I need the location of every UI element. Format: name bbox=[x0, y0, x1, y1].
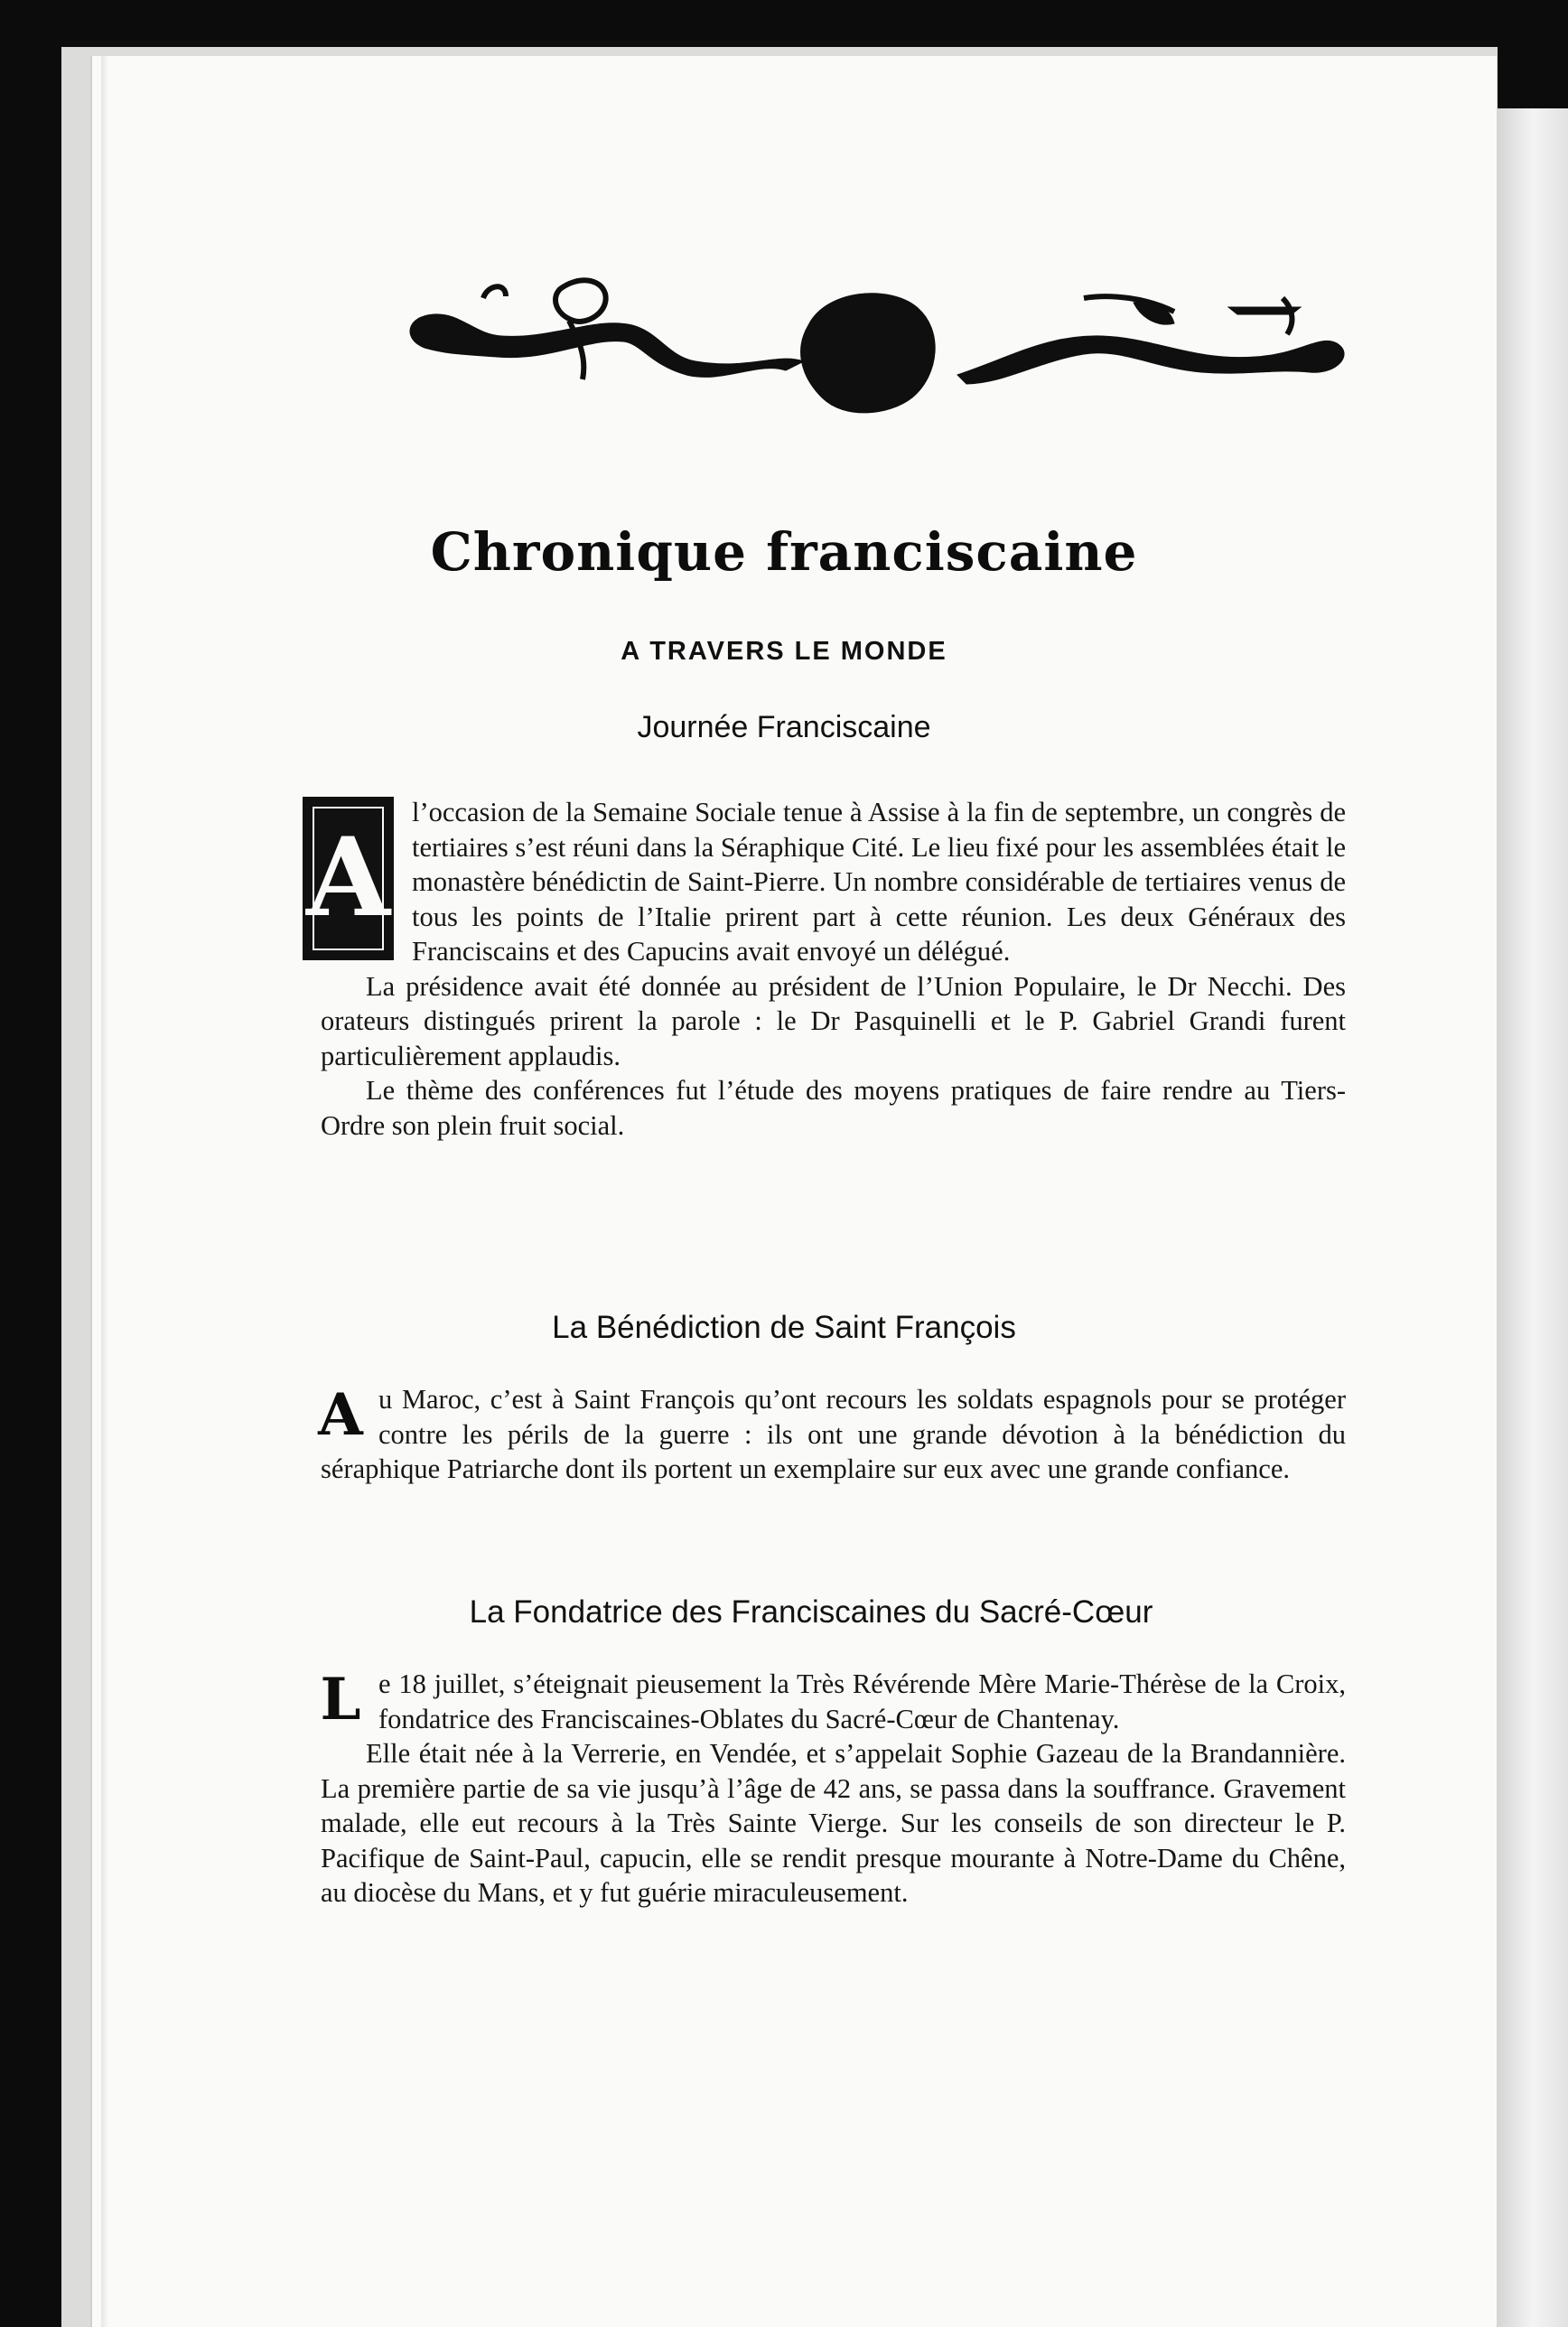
section1-dropcap: A bbox=[303, 797, 394, 960]
section3-dropcap: L bbox=[320, 1666, 361, 1734]
section2-body bbox=[318, 1381, 1346, 1487]
section1-paragraph-1: l’occasion de la Semaine Sociale tenue à Assise à la fin de septembre, un congrès de tertiaires s’est réuni dans la Séraphique Cité. Le lieu fixé pour les assemblées était le monastère bénédictin de Saint-Pierre. Un nombre considérable de tertiaires venus de tous les points de l’Italie prirent part à cette réunion. Les deux Généraux des Franciscains et des Capucins avait envoyé un délégué. bbox=[412, 797, 1346, 967]
floral-ornament bbox=[397, 271, 1355, 429]
section3-body bbox=[321, 1667, 1346, 1911]
section2-paragraph-1: u Maroc, c’est à Saint François qu’ont recours les soldats espagnols pour se protéger contre les périls de la guerre : ils ont une grande dévotion à la bénédiction du séraphique Patriarche dont ils portent un exemplaire sur eux avec une grande confiance. bbox=[321, 1384, 1346, 1484]
section-supertitle: A TRAVERS LE MONDE bbox=[621, 637, 947, 666]
section2-heading: La Bénédiction de Saint François bbox=[552, 1310, 1016, 1345]
page-title: Chronique franciscaine bbox=[430, 521, 1138, 583]
section1-body bbox=[305, 795, 1346, 1143]
section3-paragraph-2: Elle était née à la Verrerie, en Vendée, et s’appelait Sophie Gazeau de la Brandannière. La première partie de sa vie jusqu’à l’âge de 42 ans, se passa dans la souffrance. Gravement malade, elle eut recours à la Très Sainte Vierge. Sur les conseils de son directeur le P. Pacifique de Saint-Paul, capucin, elle se rendit presque mourante à Notre-Dame du Chêne, au diocèse du Mans, et y fut guérie miraculeusement. bbox=[321, 1738, 1346, 1908]
binding-shadow bbox=[1490, 108, 1568, 2327]
section3-paragraph-1: e 18 juillet, s’éteignait pieusement la Très Révérende Mère Marie-Thérèse de la Croix, fondatrice des Franciscaines-Oblates du Sacré-Cœur de Chantenay. bbox=[378, 1668, 1346, 1734]
section1-paragraph-3: Le thème des conférences fut l’étude des moyens pratiques de faire rendre au Tiers-Ordre son plein fruit social. bbox=[321, 1075, 1346, 1141]
section2-dropcap: A bbox=[318, 1381, 363, 1449]
section1-paragraph-2: La présidence avait été donnée au président de l’Union Populaire, le Dr Necchi. Des orateurs distingués prirent la parole : le Dr Pasquinelli et le P. Gabriel Grandi furent particulièrement applaudis. bbox=[321, 970, 1346, 1071]
section3-heading: La Fondatrice des Franciscaines du Sacré-Cœur bbox=[469, 1594, 1153, 1630]
section1-heading: Journée Franciscaine bbox=[637, 710, 931, 744]
